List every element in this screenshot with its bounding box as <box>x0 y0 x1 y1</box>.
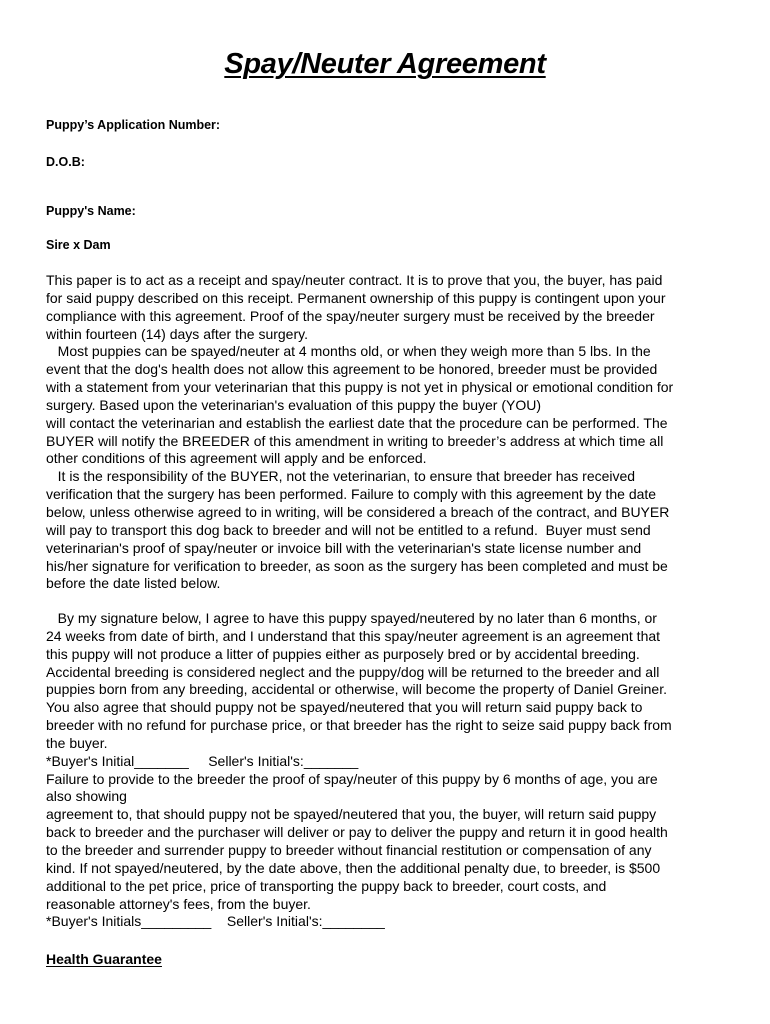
text-line: reasonable attorney's fees, from the buyer. <box>46 895 311 912</box>
text-line: within fourteen (14) days after the surgery. <box>46 325 308 342</box>
text-line: verification that the surgery has been performed. Failure to comply with this agreement by the date <box>46 486 657 503</box>
text-line: surgery. Based upon the veterinarian's evaluation of this puppy the buyer (YOU) <box>46 396 542 413</box>
text-line: other conditions of this agreement will apply and be enforced. <box>46 450 427 467</box>
text-line: also showing <box>46 788 127 805</box>
text-line: will contact the veterinarian and establish the earliest date that the procedure can be performed. The <box>46 414 668 431</box>
text-line: You also agree that should puppy not be spayed/neutered that you will return said puppy back to <box>46 699 643 716</box>
text-line: BUYER will notify the BREEDER of this amendment in writing to breeder’s address at which time all <box>46 432 664 449</box>
text-line: puppies born from any breeding, accidental or otherwise, will become the property of Daniel Greiner. <box>46 681 667 698</box>
text-line: his/her signature for verification to breeder, as soon as the surgery has been completed and must be <box>46 557 668 574</box>
text-line: It is the responsibility of the BUYER, not the veterinarian, to ensure that breeder has received <box>46 468 636 485</box>
health-guarantee-heading: Health Guarantee <box>46 951 162 967</box>
text-line: back to breeder and the purchaser will deliver or pay to deliver the puppy and return it in good health <box>46 824 668 841</box>
text-line: This paper is to act as a receipt and spay/neuter contract. It is to prove that you, the buyer, has paid <box>46 272 663 288</box>
text-line: Most puppies can be spayed/neuter at 4 months old, or when they weigh more than 5 lbs. In the <box>46 343 651 360</box>
application-number-label: Puppy’s Application Number: <box>46 118 221 132</box>
text-line: *Buyer's Initial_______ Seller's Initial's:_______ <box>46 752 359 769</box>
text-line: below, unless otherwise agreed to in writing, will be considered a breach of the contract, and BUYER <box>46 503 670 520</box>
text-line: breeder with no refund for purchase price, or that breeder has the right to seize said puppy back from <box>46 717 672 734</box>
text-line: 24 weeks from date of birth, and I understand that this spay/neuter agreement is an agreement that <box>46 627 661 644</box>
text-line: Failure to provide to the breeder the proof of spay/neuter of this puppy by 6 months of age, you are <box>46 770 658 787</box>
text-line: for said puppy described on this receipt. Permanent ownership of this puppy is contingent upon your <box>46 289 666 306</box>
text-line: compliance with this agreement. Proof of the spay/neuter surgery must be received by the breeder <box>46 307 655 324</box>
text-line: will pay to transport this dog back to breeder and will not be entitled to a refund. Buyer must send <box>46 521 651 538</box>
text-line: to the breeder and surrender puppy to breeder without financial restitution or compensation of any <box>46 841 652 858</box>
text-line: before the date listed below. <box>46 575 221 592</box>
text-line: event that the dog's health does not allow this agreement to be honored, breeder must be provided <box>46 361 658 378</box>
dob-label: D.O.B: <box>46 155 85 169</box>
text-line: this puppy will not produce a litter of puppies either as purposely bred or by accidental breeding. <box>46 645 640 662</box>
text-line: veterinarian's proof of spay/neuter or invoice bill with the veterinarian's state license number and <box>46 539 642 556</box>
text-line: agreement to, that should puppy not be spayed/neutered that you, the buyer, will return said puppy <box>46 806 657 823</box>
text-line: with a statement from your veterinarian that this puppy is not yet in physical or emotional condition for <box>46 379 674 396</box>
text-line: the buyer. <box>46 734 108 751</box>
text-line: Accidental breeding is considered neglect and the puppy/dog will be returned to the breeder and all <box>46 663 660 680</box>
agreement-paragraph-1 <box>46 272 736 593</box>
text-line: By my signature below, I agree to have this puppy spayed/neutered by no later than 6 months, or <box>46 610 657 626</box>
text-line: *Buyer's Initials_________ Seller's Initial's:________ <box>46 913 385 930</box>
sire-dam-label: Sire x Dam <box>46 238 111 252</box>
document-title: Spay/Neuter Agreement <box>224 48 546 80</box>
puppy-name-label: Puppy's Name: <box>46 204 136 218</box>
text-line: kind. If not spayed/neutered, by the date above, then the additional penalty due, to breeder, is $500 <box>46 859 661 876</box>
text-line: additional to the pet price, price of transporting the puppy back to breeder, court costs, and <box>46 877 607 894</box>
agreement-paragraph-2 <box>46 610 736 931</box>
